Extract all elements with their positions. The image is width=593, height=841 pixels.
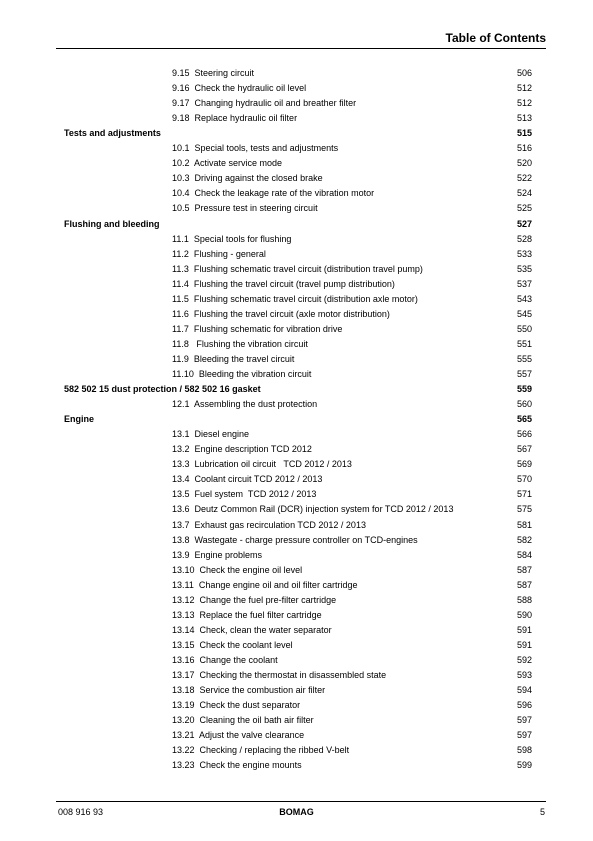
toc-entry-title: 10.2 Activate service mode: [172, 158, 283, 169]
toc-entry-row[interactable]: [0, 563, 593, 578]
toc-entry-title: 13.3 Lubrication oil circuit TCD 2012 / 2013: [172, 459, 352, 470]
toc-page-number: 565: [516, 414, 532, 425]
toc-entry-title: 9.18 Replace hydraulic oil filter: [172, 113, 298, 124]
toc-entry-title: 10.4 Check the leakage rate of the vibration motor: [172, 188, 375, 199]
footer-divider: [56, 801, 546, 802]
toc-chapter-title: 582 502 15 dust protection / 582 502 16 gasket: [64, 384, 261, 395]
toc-entry-title: 13.11 Change engine oil and oil filter cartridge: [172, 579, 358, 590]
toc-page-number: 512: [516, 83, 532, 94]
toc-page-number: 588: [516, 594, 532, 605]
toc-entry-title: 13.18 Service the combustion air filter: [172, 685, 326, 696]
toc-entry-row[interactable]: [0, 442, 593, 457]
toc-entry-title: 11.6 Flushing the travel circuit (axle motor distribution): [172, 308, 390, 319]
toc-page-number: 567: [516, 444, 532, 455]
toc-entry-title: 11.3 Flushing schematic travel circuit (distribution travel pump): [172, 263, 423, 274]
toc-entry-title: 11.7 Flushing schematic for vibration drive: [172, 323, 343, 334]
toc-entry-row[interactable]: [0, 96, 593, 111]
toc-entry-row[interactable]: [0, 292, 593, 307]
toc-chapter-row[interactable]: [0, 412, 593, 427]
toc-entry-row[interactable]: [0, 81, 593, 96]
toc-entry-row[interactable]: [0, 743, 593, 758]
toc-page-number: 597: [516, 730, 532, 741]
page-number: 5: [539, 807, 545, 817]
toc-entry-title: 13.14 Check, clean the water separator: [172, 624, 332, 635]
toc-entry-title: 11.1 Special tools for flushing: [172, 233, 292, 244]
toc-chapter-row[interactable]: [0, 382, 593, 397]
toc-entry-title: 13.9 Engine problems: [172, 549, 263, 560]
toc-entry-row[interactable]: [0, 352, 593, 367]
toc-entry-row[interactable]: [0, 397, 593, 412]
toc-page-number: 520: [516, 158, 532, 169]
toc-entry-title: 11.4 Flushing the travel circuit (travel pump distribution): [172, 278, 395, 289]
toc-page-number: 587: [516, 579, 532, 590]
toc-page-number: 551: [516, 338, 532, 349]
toc-page-number: 555: [516, 353, 532, 364]
toc-entry-row[interactable]: [0, 713, 593, 728]
toc-page-number: 527: [516, 218, 532, 229]
toc-entry-row[interactable]: [0, 578, 593, 593]
toc-page-number: 528: [516, 233, 532, 244]
toc-entry-title: 13.4 Coolant circuit TCD 2012 / 2013: [172, 474, 323, 485]
toc-entry-row[interactable]: [0, 427, 593, 442]
toc-page-number: 545: [516, 308, 532, 319]
toc-entry-title: 13.15 Check the coolant level: [172, 639, 293, 650]
toc-page-number: 537: [516, 278, 532, 289]
toc-entry-row[interactable]: [0, 66, 593, 81]
toc-entry-row[interactable]: [0, 277, 593, 292]
toc-page-number: 575: [516, 504, 532, 515]
toc-page-number: 533: [516, 248, 532, 259]
toc-page-number: 570: [516, 474, 532, 485]
toc-entry-title: 13.2 Engine description TCD 2012: [172, 444, 312, 455]
toc-entry-title: 10.1 Special tools, tests and adjustments: [172, 143, 339, 154]
toc-chapter-row[interactable]: [0, 126, 593, 141]
toc-page-number: 560: [516, 399, 532, 410]
document-number: 008 916 93: [58, 807, 104, 817]
toc-page-number: 513: [516, 113, 532, 124]
toc-entry-title: 13.19 Check the dust separator: [172, 700, 301, 711]
toc-page-number: 581: [516, 519, 532, 530]
toc-chapter-title: Tests and adjustments: [64, 128, 161, 139]
toc-entry-title: 10.5 Pressure test in steering circuit: [172, 203, 318, 214]
toc-entry-row[interactable]: [0, 262, 593, 277]
toc-entry-row[interactable]: [0, 322, 593, 337]
toc-entry-row[interactable]: [0, 186, 593, 201]
toc-page-number: 525: [516, 203, 532, 214]
toc-entry-row[interactable]: [0, 653, 593, 668]
toc-page-number: 522: [516, 173, 532, 184]
toc-entry-row[interactable]: [0, 608, 593, 623]
toc-entry-row[interactable]: [0, 171, 593, 186]
toc-entry-row[interactable]: [0, 232, 593, 247]
toc-entry-row[interactable]: [0, 623, 593, 638]
toc-entry-row[interactable]: [0, 758, 593, 773]
toc-entry-row[interactable]: [0, 668, 593, 683]
toc-page-number: 591: [516, 639, 532, 650]
toc-entry-row[interactable]: [0, 698, 593, 713]
header-divider: [56, 48, 546, 49]
toc-entry-row[interactable]: [0, 728, 593, 743]
toc-entry-row[interactable]: [0, 487, 593, 502]
toc-chapter-title: Engine: [64, 414, 95, 425]
toc-page-number: 569: [516, 459, 532, 470]
toc-page-number: 516: [516, 143, 532, 154]
toc-page-number: 566: [516, 429, 532, 440]
toc-chapter-title: Flushing and bleeding: [64, 218, 160, 229]
toc-entry-title: 9.15 Steering circuit: [172, 68, 255, 78]
toc-entry-title: 13.5 Fuel system TCD 2012 / 2013: [172, 489, 317, 500]
toc-page-number: 598: [516, 745, 532, 756]
toc-entry-row[interactable]: [0, 201, 593, 216]
toc-page-number: 584: [516, 549, 532, 560]
toc-page-number: 592: [516, 654, 532, 665]
toc-entry-title: 9.17 Changing hydraulic oil and breather filter: [172, 98, 357, 109]
toc-entry-title: 13.17 Checking the thermostat in disassembled state: [172, 670, 387, 680]
toc-entry-row[interactable]: [0, 337, 593, 352]
toc-entry-row[interactable]: [0, 472, 593, 487]
toc-entry-title: 11.9 Bleeding the travel circuit: [172, 353, 295, 364]
toc-entry-row[interactable]: [0, 367, 593, 382]
toc-page-number: 599: [516, 760, 532, 771]
toc-entry-row[interactable]: [0, 457, 593, 472]
toc-entry-title: 13.1 Diesel engine: [172, 429, 250, 440]
toc-entry-title: 11.5 Flushing schematic travel circuit (distribution axle motor): [172, 293, 418, 304]
toc-entry-row[interactable]: [0, 638, 593, 653]
toc-entry-title: 11.8 Flushing the vibration circuit: [172, 338, 308, 349]
toc-page-number: 590: [516, 609, 532, 620]
toc-page-number: 571: [516, 489, 532, 500]
toc-page-number: 591: [516, 624, 532, 635]
toc-page-number: 587: [516, 564, 532, 575]
toc-page-number: 597: [516, 715, 532, 726]
toc-entry-row[interactable]: [0, 111, 593, 126]
toc-entry-title: 13.7 Exhaust gas recirculation TCD 2012 / 2013: [172, 519, 366, 530]
toc-entry-title: 13.6 Deutz Common Rail (DCR) injection system for TCD 2012 / 2013: [172, 504, 454, 515]
toc-entry-title: 13.21 Adjust the valve clearance: [172, 730, 305, 741]
toc-page-number: 506: [516, 68, 532, 78]
toc-page-number: 594: [516, 685, 532, 696]
toc-entry-title: 13.12 Change the fuel pre-filter cartridge: [172, 594, 337, 605]
toc-entry-row[interactable]: [0, 683, 593, 698]
toc-entry-title: 13.10 Check the engine oil level: [172, 564, 303, 575]
toc-entry-title: 11.2 Flushing - general: [172, 248, 266, 259]
toc-page-number: 557: [516, 369, 532, 379]
toc-entry-title: 13.23 Check the engine mounts: [172, 760, 302, 771]
toc-page-number: 593: [516, 670, 532, 680]
toc-entry-title: 13.20 Cleaning the oil bath air filter: [172, 715, 314, 726]
toc-entry-row[interactable]: [0, 548, 593, 563]
toc-page-number: 512: [516, 98, 532, 109]
toc-entry-title: 11.10 Bleeding the vibration circuit: [172, 369, 312, 379]
toc-page-number: 550: [516, 323, 532, 334]
toc-page-number: 559: [516, 384, 532, 395]
toc-entry-title: 9.16 Check the hydraulic oil level: [172, 83, 307, 94]
toc-entry-row[interactable]: [0, 156, 593, 171]
toc-page-number: 515: [516, 128, 532, 139]
toc-page-number: 535: [516, 263, 532, 274]
page-title: Table of Contents: [445, 31, 546, 45]
brand-name: BOMAG: [279, 807, 314, 817]
toc-page-number: 543: [516, 293, 532, 304]
toc-entry-row[interactable]: [0, 502, 593, 517]
toc-entry-row[interactable]: [0, 518, 593, 533]
toc-page-number: 582: [516, 534, 532, 545]
toc-entry-row[interactable]: [0, 307, 593, 322]
toc-entry-row[interactable]: [0, 533, 593, 548]
toc-entry-row[interactable]: [0, 247, 593, 262]
toc-entry-title: 13.8 Wastegate - charge pressure controller on TCD-engines: [172, 534, 418, 545]
toc-chapter-row[interactable]: [0, 217, 593, 232]
toc-entry-row[interactable]: [0, 141, 593, 156]
toc-entry-row[interactable]: [0, 593, 593, 608]
toc-page-number: 524: [516, 188, 532, 199]
toc-entry-title: 13.16 Change the coolant: [172, 654, 278, 665]
toc-entry-title: 13.13 Replace the fuel filter cartridge: [172, 609, 322, 620]
toc-entry-title: 13.22 Checking / replacing the ribbed V-belt: [172, 745, 350, 756]
toc-entry-title: 10.3 Driving against the closed brake: [172, 173, 323, 184]
toc-page-number: 596: [516, 700, 532, 711]
toc-entry-title: 12.1 Assembling the dust protection: [172, 399, 318, 410]
